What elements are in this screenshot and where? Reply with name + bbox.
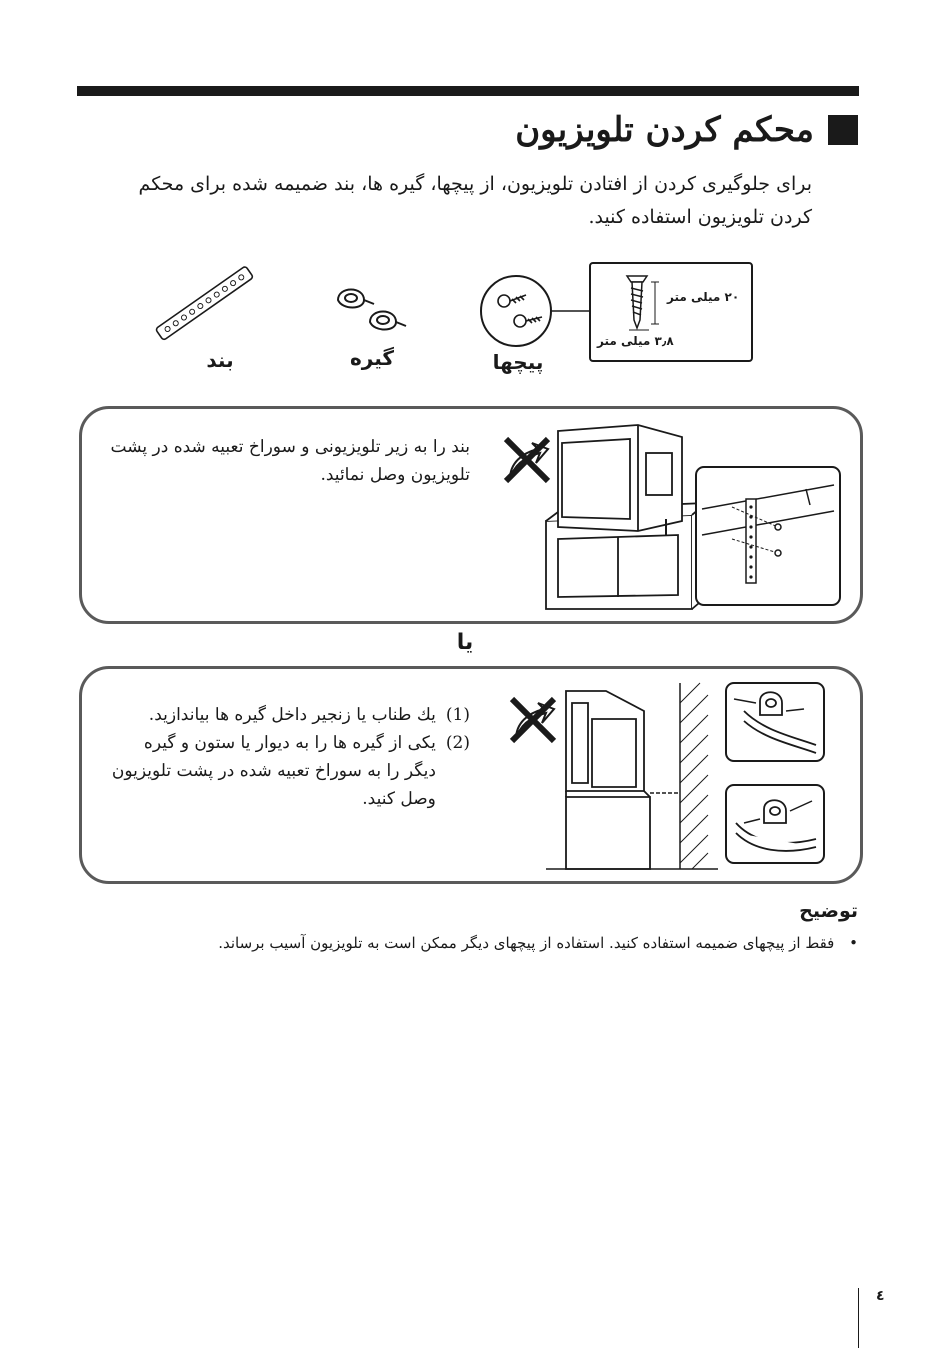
screws-label: پیچها xyxy=(492,350,544,374)
top-rule xyxy=(77,86,859,96)
band-method-panel xyxy=(79,406,863,624)
screw-spec-box xyxy=(589,262,753,362)
step-2-text: یکی از گیره ها را به دیوار یا ستون و گیره دیگر را به سوراخ تعبیه شده در پشت تلویزیون وصل کنید. xyxy=(111,733,436,809)
step-2 xyxy=(110,729,470,813)
band-illustration xyxy=(150,262,260,346)
screw-spec-icon xyxy=(621,272,661,332)
screw-diameter-label: ۳٫۸ میلی متر xyxy=(597,334,674,348)
or-separator: یا xyxy=(456,630,474,655)
band-method-text: بند را به زیر تلویزیونی و سوراخ تعبیه شده در پشت تلویزیون وصل نمائید. xyxy=(110,437,470,485)
note-text: فقط از پیچهای ضمیمه استفاده کنید. استفاده از پیچهای دیگر ممکن است به تلویزیون آسیب برساند. xyxy=(218,934,835,952)
tv-wall-illustration xyxy=(546,683,718,873)
title-row xyxy=(515,108,858,152)
clips-label: گیره xyxy=(349,346,395,370)
step-1-number: (1) xyxy=(445,705,470,725)
title-square-icon xyxy=(828,115,858,145)
band-detail-illustration xyxy=(694,465,842,607)
step-2-number: (2) xyxy=(445,733,470,753)
note-item xyxy=(138,930,858,956)
intro-paragraph: برای جلوگیری کردن از افتادن تلویزیون، از پیچها، گیره ها، بند ضمیمه شده برای محکم کردن تلویزیون استفاده کنید. xyxy=(138,173,812,228)
note-heading: توضیح xyxy=(799,900,858,922)
step-1-text: یك طناب یا زنجیر داخل گیره ها بیاندازید. xyxy=(148,705,436,725)
wall-clip-detail-illustration xyxy=(724,681,826,763)
clip-method-steps xyxy=(110,701,470,813)
screws-illustration xyxy=(480,275,590,355)
screw-length-label: ۲۰ میلی متر xyxy=(667,290,740,304)
step-1 xyxy=(110,701,470,729)
tv-clip-detail-illustration xyxy=(724,783,826,865)
page-number-rule xyxy=(858,1288,859,1348)
clips-illustration xyxy=(330,280,420,340)
note-bullet: • xyxy=(849,934,858,952)
band-label: بند xyxy=(206,348,234,372)
page-title: محکم کردن تلویزیون xyxy=(515,110,814,150)
clip-method-panel xyxy=(79,666,863,884)
page-number: ٤ xyxy=(876,1288,885,1304)
